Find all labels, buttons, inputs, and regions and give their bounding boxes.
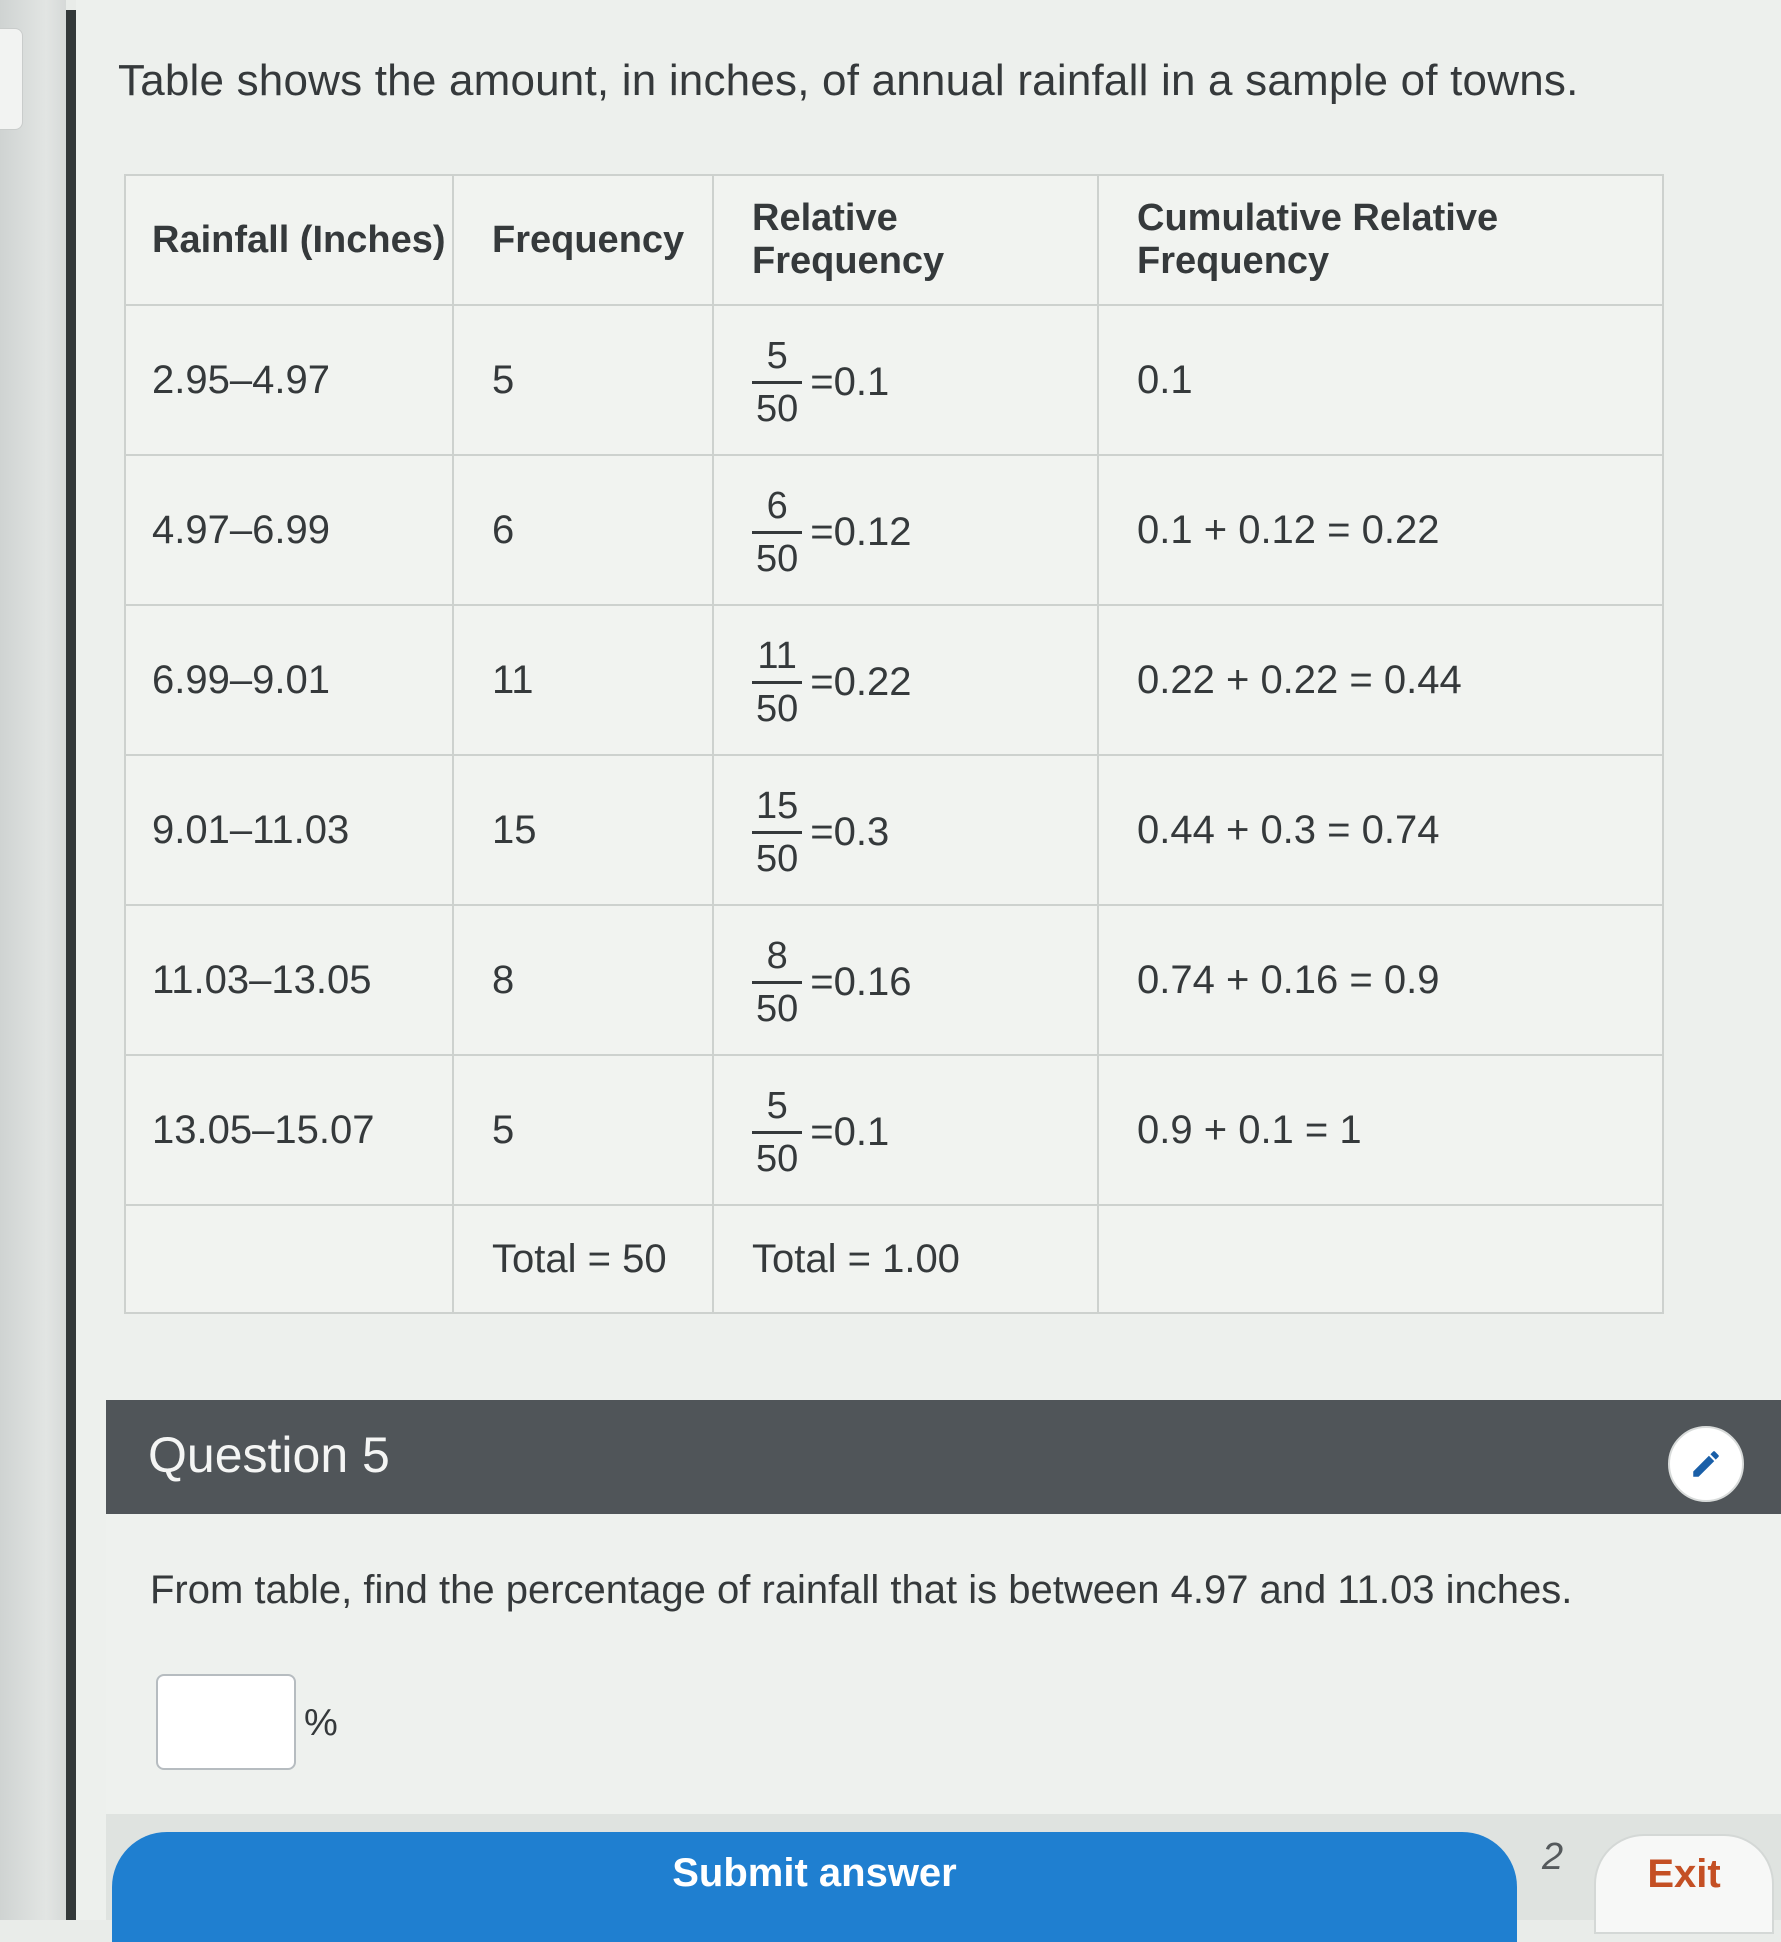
pencil-icon — [1689, 1447, 1723, 1481]
footer-bar — [106, 1814, 1781, 1920]
fraction-denominator: 50 — [752, 981, 802, 1028]
table-row — [125, 905, 1663, 1055]
fraction-value: =0.3 — [810, 809, 890, 854]
cell-frequency: 5 — [453, 1055, 713, 1205]
cell-relative-frequency — [713, 605, 1098, 755]
cell-frequency: 15 — [453, 755, 713, 905]
cell-empty — [125, 1205, 453, 1313]
cell-rainfall: 2.95–4.97 — [125, 305, 453, 455]
fraction — [752, 934, 802, 1030]
fraction — [752, 334, 802, 430]
fraction-denominator: 50 — [752, 1131, 802, 1178]
fraction-denominator: 50 — [752, 531, 802, 578]
cell-total-frequency: Total = 50 — [453, 1205, 713, 1313]
cell-cumulative: 0.74 + 0.16 = 0.9 — [1098, 905, 1663, 1055]
table-row — [125, 455, 1663, 605]
cell-rainfall: 13.05–15.07 — [125, 1055, 453, 1205]
answer-input[interactable] — [156, 1674, 296, 1770]
fraction-denominator: 50 — [752, 831, 802, 878]
fraction-value: =0.22 — [810, 659, 912, 704]
cell-cumulative: 0.44 + 0.3 = 0.74 — [1098, 755, 1663, 905]
cell-cumulative: 0.22 + 0.22 = 0.44 — [1098, 605, 1663, 755]
header-rainfall: Rainfall (Inches) — [125, 175, 453, 305]
table-total-row — [125, 1205, 1663, 1313]
side-tab[interactable] — [0, 28, 23, 130]
cell-relative-frequency — [713, 305, 1098, 455]
intro-text: Table shows the amount, in inches, of annual rainfall in a sample of towns. — [118, 56, 1579, 105]
fraction — [752, 634, 802, 730]
fraction-numerator: 5 — [766, 1084, 788, 1127]
cell-relative-frequency — [713, 1055, 1098, 1205]
question-header — [106, 1400, 1781, 1514]
cell-frequency: 8 — [453, 905, 713, 1055]
fraction-value: =0.12 — [810, 509, 912, 554]
cell-frequency: 6 — [453, 455, 713, 605]
fraction-value: =0.1 — [810, 359, 890, 404]
table-row — [125, 305, 1663, 455]
table-row — [125, 755, 1663, 905]
header-frequency: Frequency — [453, 175, 713, 305]
percent-unit: % — [304, 1702, 338, 1744]
cell-relative-frequency — [713, 755, 1098, 905]
rainfall-table — [124, 174, 1664, 1314]
page-number: 2 — [1542, 1836, 1564, 1878]
cell-relative-frequency — [713, 455, 1098, 605]
exit-button[interactable]: Exit — [1594, 1834, 1774, 1934]
cell-cumulative: 0.9 + 0.1 = 1 — [1098, 1055, 1663, 1205]
fraction — [752, 1084, 802, 1180]
left-border — [66, 10, 76, 1920]
question-body — [106, 1514, 1781, 1814]
cell-cumulative: 0.1 — [1098, 305, 1663, 455]
edit-button[interactable] — [1668, 1426, 1744, 1502]
submit-answer-button[interactable]: Submit answer — [112, 1832, 1517, 1942]
fraction-numerator: 15 — [756, 784, 799, 827]
fraction-numerator: 11 — [757, 634, 797, 677]
cell-frequency: 11 — [453, 605, 713, 755]
question-text: From table, find the percentage of rainfall that is between 4.97 and 11.03 inches. — [150, 1568, 1573, 1612]
fraction-numerator: 8 — [766, 934, 788, 977]
cell-frequency: 5 — [453, 305, 713, 455]
fraction-value: =0.16 — [810, 959, 912, 1004]
cell-cumulative: 0.1 + 0.12 = 0.22 — [1098, 455, 1663, 605]
cell-rainfall: 4.97–6.99 — [125, 455, 453, 605]
left-edge — [0, 0, 66, 1920]
table-header-row — [125, 175, 1663, 305]
fraction-value: =0.1 — [810, 1109, 890, 1154]
cell-rainfall: 11.03–13.05 — [125, 905, 453, 1055]
fraction — [752, 784, 802, 880]
cell-relative-frequency — [713, 905, 1098, 1055]
question-title: Question 5 — [148, 1427, 390, 1483]
cell-total-relative: Total = 1.00 — [713, 1205, 1098, 1313]
fraction-denominator: 50 — [752, 681, 802, 728]
fraction-numerator: 5 — [766, 334, 788, 377]
fraction — [752, 484, 802, 580]
header-relative-frequency: Relative Frequency — [713, 175, 1098, 305]
cell-empty — [1098, 1205, 1663, 1313]
header-cumulative-relative-frequency: Cumulative Relative Frequency — [1098, 175, 1663, 305]
table-row — [125, 1055, 1663, 1205]
cell-rainfall: 6.99–9.01 — [125, 605, 453, 755]
fraction-denominator: 50 — [752, 381, 802, 428]
fraction-numerator: 6 — [766, 484, 788, 527]
table-row — [125, 605, 1663, 755]
cell-rainfall: 9.01–11.03 — [125, 755, 453, 905]
